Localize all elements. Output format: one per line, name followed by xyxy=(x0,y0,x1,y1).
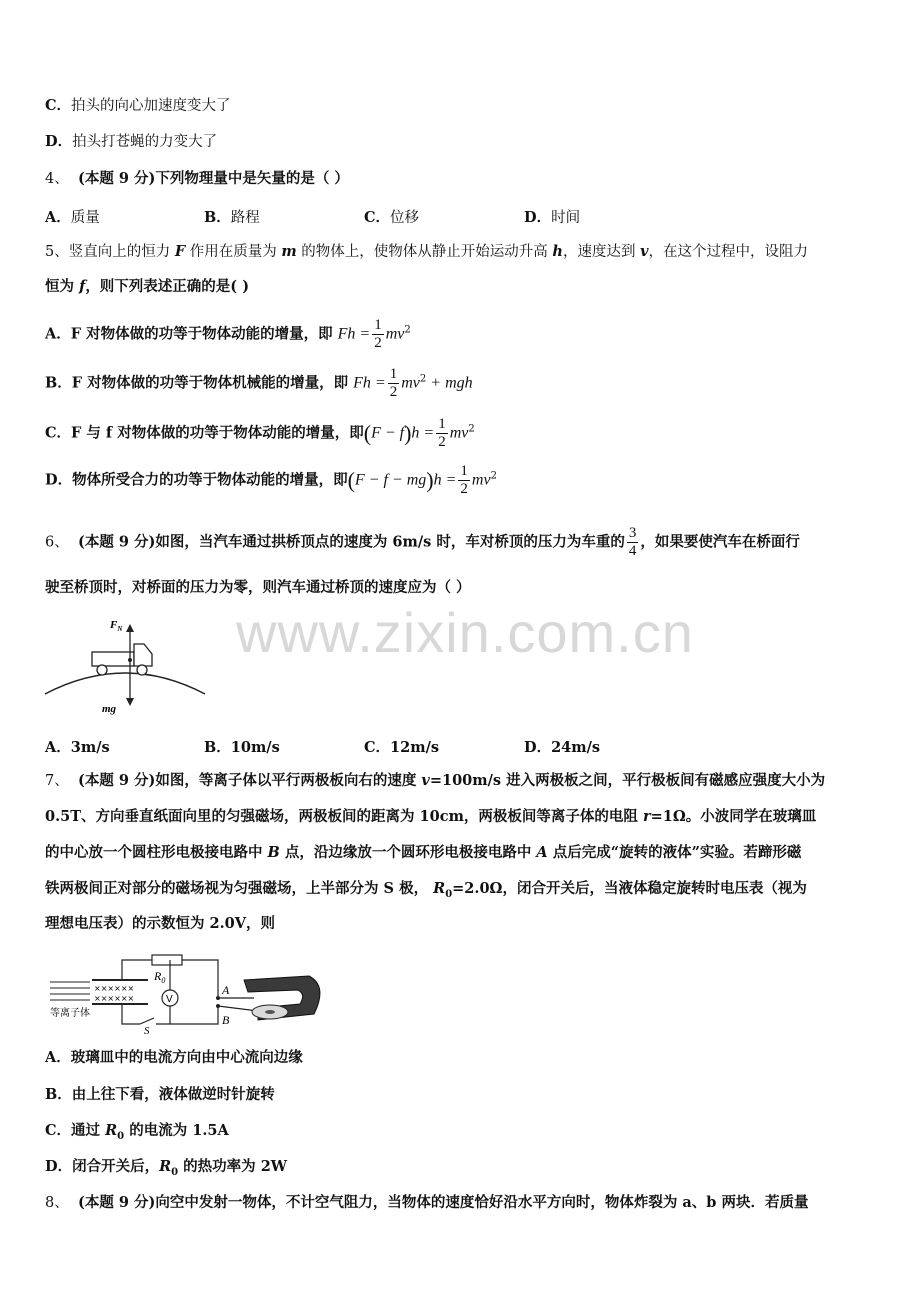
q4-option-c: C．位移 xyxy=(364,209,420,226)
truck-bed xyxy=(92,652,134,666)
q3-option-d: D．拍头打苍蝇的力变大了 xyxy=(45,133,218,150)
q5-option-a: A．F 对物体做的功等于物体动能的增量，即 Fh = $\frac{1}{2}$ $mv^2$ xyxy=(45,317,411,351)
watermark: www.zixin.com.cn xyxy=(236,601,694,664)
q7-option-d: D．闭合开关后，$R_0$ 的热功率为 2W xyxy=(45,1158,288,1178)
q7-stem-line2: 0.5T、方向垂直纸面向里的匀强磁场，两极板间的距离为 10cm，两极板间等离子体的电阻 r=1Ω。小波同学在玻璃皿 xyxy=(45,808,817,825)
q7-stem-line1: 7、 (本题 9 分)如图，等离子体以平行两极板向右的速度 v=100m/s 进入两极板之间，平行极板间有磁感应强度大小为 xyxy=(45,772,826,789)
q5-option-c: C．F 与 f 对物体做的功等于物体动能的增量，即(F − f)h = $\frac{1}{2}$ $mv^2$ xyxy=(45,416,475,450)
fn-label: $F_N$ xyxy=(110,619,123,633)
q6-bridge-figure xyxy=(40,612,210,722)
q6-option-c: C．12m/s xyxy=(364,739,440,756)
q7-stem-line3: 的中心放一个圆柱形电极接电路中 B 点，沿边缘放一个圆环形电极接电路中 A 点后完成“旋转的液体”实验。若蹄形磁 xyxy=(45,844,802,861)
bridge-arc xyxy=(45,673,205,694)
q5-option-d: D．物体所受合力的功等于物体动能的增量，即(F − f − mg)h = $\frac{1}{2}$ $mv^2$ xyxy=(45,463,497,497)
resistor-r0 xyxy=(152,955,182,965)
r0-label: $R_0$ xyxy=(154,969,166,985)
truck-cab xyxy=(134,644,152,666)
q5-option-b: B．F 对物体做的功等于物体机械能的增量，即 Fh = $\frac{1}{2}$ $mv^2$ + mgh xyxy=(45,366,473,400)
q8-stem: 8、 (本题 9 分)向空中发射一物体，不计空气阻力，当物体的速度恰好沿水平方向时，物体炸裂为 a、b 两块．若质量 xyxy=(45,1194,809,1211)
q5-stem-line2: 恒为 f，则下列表述正确的是( ) xyxy=(45,278,250,295)
switch-s xyxy=(140,1018,154,1024)
q7-option-a: A．玻璃皿中的电流方向由中心流向边缘 xyxy=(45,1049,303,1066)
q6-stem-line2: 驶至桥顶时，对桥面的压力为零，则汽车通过桥顶的速度应为（ ） xyxy=(45,579,471,596)
q4-option-a: A．质量 xyxy=(45,209,100,226)
q7-circuit-figure xyxy=(44,950,326,1034)
q7-stem-line5: 理想电压表）的示数恒为 2.0V，则 xyxy=(45,915,276,932)
q6-option-a: A．3m/s xyxy=(45,739,110,756)
q6-stem-line1: 6、 (本题 9 分)如图，当汽车通过拱桥顶点的速度为 6m/s 时，车对桥顶的压力为车重的 $\frac{3}{4}$ ，如果要使汽车在桥面行 xyxy=(45,525,800,559)
q4-stem: 4、 (本题 9 分)下列物理量中是矢量的是（ ） xyxy=(45,170,349,187)
q4-option-b: B．路程 xyxy=(204,209,260,226)
svg-text:V: V xyxy=(166,994,173,1005)
q5-stem-line1: 5、竖直向上的恒力 F 作用在质量为 m 的物体上，使物体从静止开始运动升高 h，速度达到 v，在这个过程中，设阻力 xyxy=(45,243,809,260)
svg-text:S: S xyxy=(144,1025,150,1034)
mg-label: mg xyxy=(102,703,117,715)
svg-text:××××××: ×××××× xyxy=(94,994,135,1003)
q7-stem-line4: 铁两极间正对部分的磁场视为匀强磁场，上半部分为 S 极， $R_0=2.0\Omega$，闭合开关后，当液体稳定旋转时电压表（视为 xyxy=(45,880,807,900)
svg-text:××××××: ×××××× xyxy=(94,984,135,993)
q4-option-d: D．时间 xyxy=(524,209,581,226)
svg-text:A: A xyxy=(222,983,230,997)
q6-option-d: D．24m/s xyxy=(524,739,601,756)
q3-option-c: C．拍头的向心加速度变大了 xyxy=(45,97,231,114)
q6-option-b: B．10m/s xyxy=(204,739,280,756)
svg-text:B: B xyxy=(222,1013,230,1027)
q7-option-b: B．由上往下看，液体做逆时针旋转 xyxy=(45,1086,275,1103)
plasma-label: 等离子体 xyxy=(50,1008,90,1019)
q7-option-c: C．通过 $R_0$ 的电流为 1.5A xyxy=(45,1122,229,1142)
